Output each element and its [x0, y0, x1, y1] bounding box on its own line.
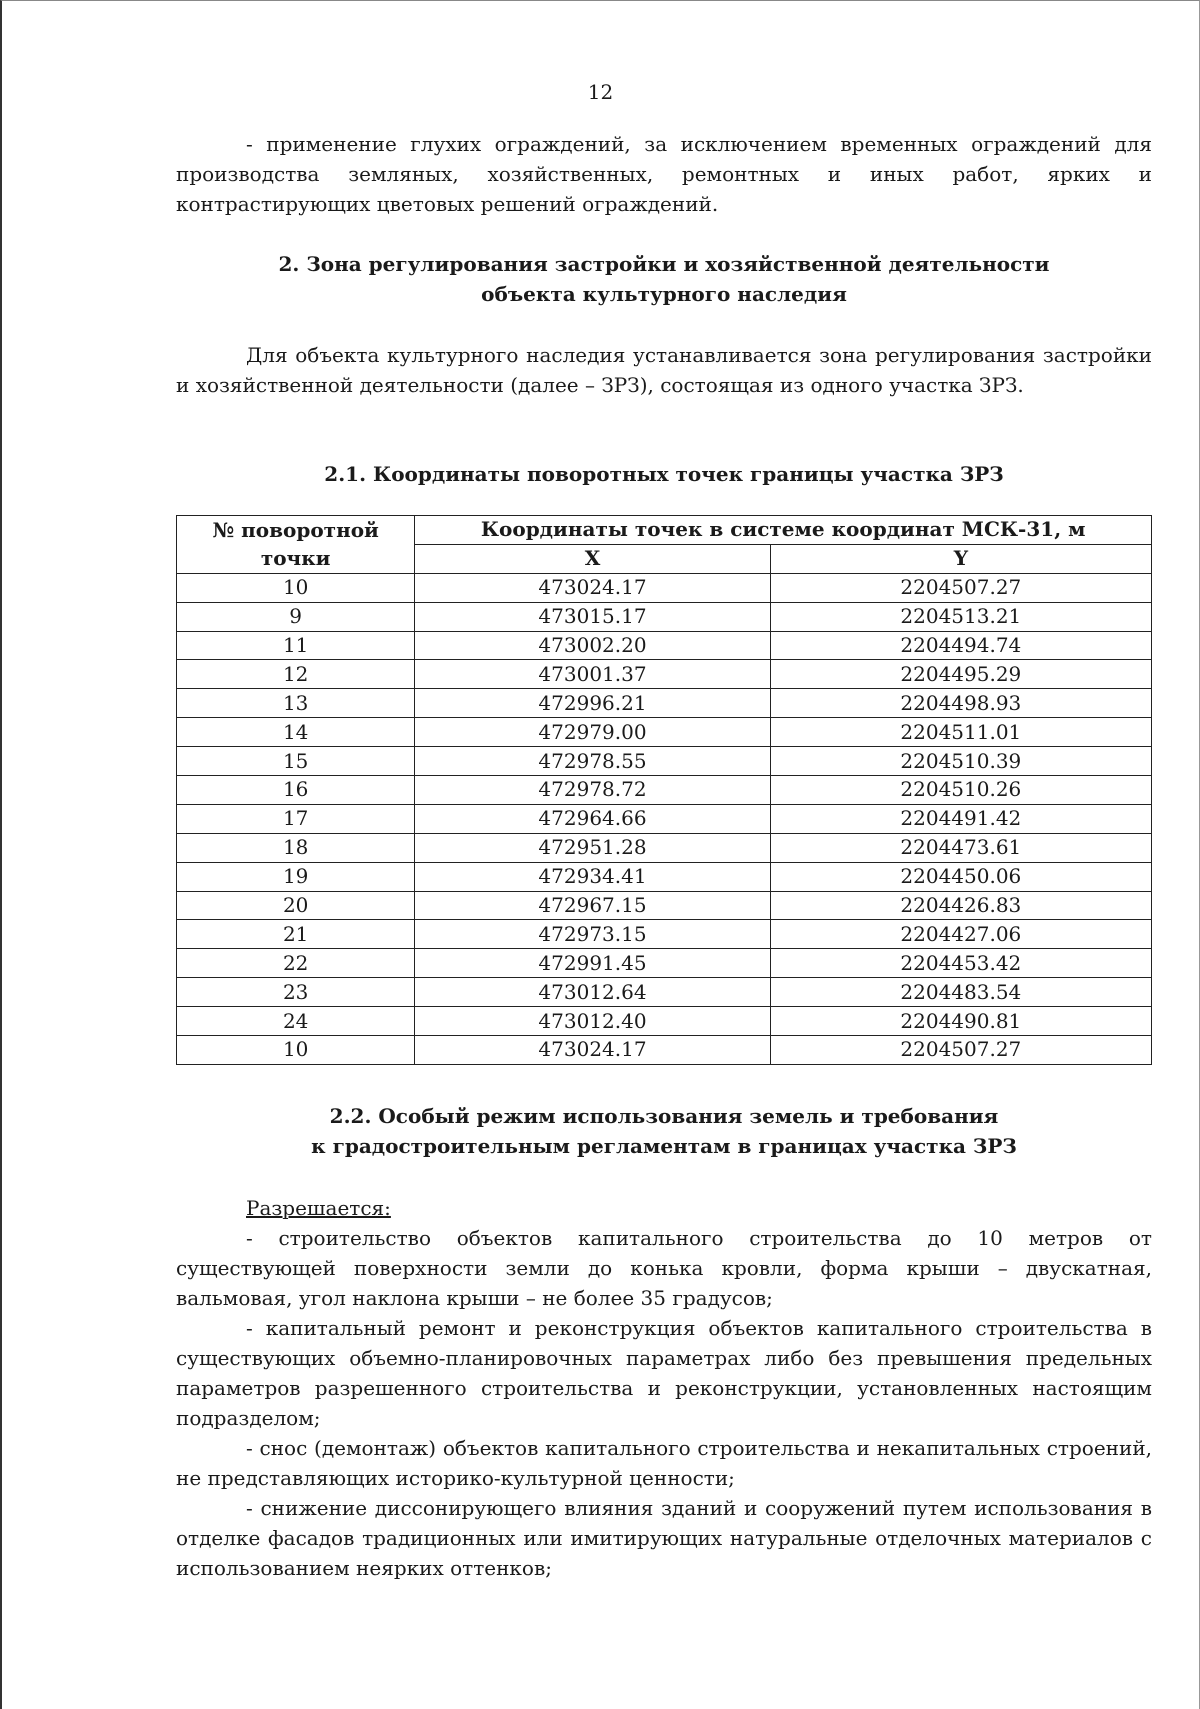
table-row	[177, 949, 1152, 978]
cell-y: 2204513.21	[770, 602, 1151, 631]
cell-y: 2204495.29	[770, 660, 1151, 689]
cell-x: 472978.72	[415, 776, 770, 805]
cell-y: 2204426.83	[770, 891, 1151, 920]
table-row	[177, 833, 1152, 862]
cell-x: 473002.20	[415, 631, 770, 660]
allowed-items-list	[176, 1223, 1152, 1583]
intro-paragraph: - применение глухих ограждений, за исключением временных ограждений для производства земляных, хозяйственных, ремонтных и иных работ, ярких и контрастирующих цветовых решений ограждений.	[176, 132, 1152, 216]
cell-point: 12	[177, 660, 415, 689]
cell-point: 9	[177, 602, 415, 631]
table-row	[177, 1036, 1152, 1065]
section21-heading: 2.1. Координаты поворотных точек границы участка ЗРЗ	[324, 462, 1004, 486]
cell-point: 24	[177, 1007, 415, 1036]
cell-x: 472979.00	[415, 718, 770, 747]
cell-point: 15	[177, 747, 415, 776]
cell-point: 14	[177, 718, 415, 747]
cell-x: 473001.37	[415, 660, 770, 689]
cell-point: 23	[177, 978, 415, 1007]
cell-x: 472996.21	[415, 689, 770, 718]
table-row	[177, 602, 1152, 631]
cell-y: 2204498.93	[770, 689, 1151, 718]
cell-y: 2204510.39	[770, 747, 1151, 776]
table-row	[177, 573, 1152, 602]
cell-y: 2204491.42	[770, 804, 1151, 833]
coordinates-table	[176, 515, 1152, 1065]
cell-x: 472934.41	[415, 862, 770, 891]
section2-heading	[176, 249, 1152, 309]
list-item: - строительство объектов капитального строительства до 10 метров от существующей поверхности земли до конька кровли, форма крыши – двускатная, вальмовая, угол наклона крыши – не более 35 градусов;	[176, 1226, 1152, 1310]
col-point-header: № поворотной точки	[177, 516, 415, 574]
table-row	[177, 978, 1152, 1007]
list-item: - снижение диссонирующего влияния зданий и сооружений путем использования в отделке фасадов традиционных или имитирующих натуральные отделочных материалов с использованием неярких оттенков;	[176, 1496, 1152, 1580]
cell-y: 2204483.54	[770, 978, 1151, 1007]
cell-y: 2204510.26	[770, 776, 1151, 805]
section2-paragraph: Для объекта культурного наследия устанавливается зона регулирования застройки и хозяйственной деятельности (далее – ЗРЗ), состоящая из одного участка ЗРЗ.	[176, 343, 1152, 397]
section2-heading-line2: объекта культурного наследия	[481, 282, 847, 306]
section22-heading-line1: 2.2. Особый режим использования земель и требования	[329, 1104, 999, 1128]
cell-y: 2204427.06	[770, 920, 1151, 949]
cell-point: 20	[177, 891, 415, 920]
list-item: - капитальный ремонт и реконструкция объектов капитального строительства в существующих объемно-планировочных параметрах либо без превышения предельных параметров разрешенного строительства и реконструкции, установленных настоящим подразделом;	[176, 1316, 1152, 1430]
cell-point: 19	[177, 862, 415, 891]
cell-y: 2204507.27	[770, 1036, 1151, 1065]
table-row	[177, 631, 1152, 660]
page-number: 12	[587, 80, 614, 104]
cell-x: 472951.28	[415, 833, 770, 862]
cell-point: 11	[177, 631, 415, 660]
table-row	[177, 689, 1152, 718]
cell-point: 16	[177, 776, 415, 805]
coordinates-table-wrapper	[176, 515, 1152, 1065]
cell-x: 472991.45	[415, 949, 770, 978]
table-row	[177, 920, 1152, 949]
table-row	[177, 660, 1152, 689]
cell-x: 473024.17	[415, 1036, 770, 1065]
coords-header: Координаты точек в системе координат МСК-31, м	[415, 516, 1152, 545]
list-item: - снос (демонтаж) объектов капитального строительства и некапитальных строений, не представляющих историко-культурной ценности;	[176, 1436, 1152, 1490]
table-row	[177, 891, 1152, 920]
cell-x: 473024.17	[415, 573, 770, 602]
cell-y: 2204511.01	[770, 718, 1151, 747]
x-header: X	[415, 544, 770, 573]
cell-point: 18	[177, 833, 415, 862]
table-row	[177, 747, 1152, 776]
cell-y: 2204473.61	[770, 833, 1151, 862]
y-header: Y	[770, 544, 1151, 573]
cell-y: 2204494.74	[770, 631, 1151, 660]
cell-x: 472978.55	[415, 747, 770, 776]
cell-x: 472973.15	[415, 920, 770, 949]
table-row	[177, 804, 1152, 833]
cell-y: 2204490.81	[770, 1007, 1151, 1036]
cell-x: 473012.40	[415, 1007, 770, 1036]
cell-point: 21	[177, 920, 415, 949]
cell-point: 13	[177, 689, 415, 718]
cell-point: 10	[177, 573, 415, 602]
cell-x: 473015.17	[415, 602, 770, 631]
table-row	[177, 776, 1152, 805]
table-row	[177, 718, 1152, 747]
cell-point: 10	[177, 1036, 415, 1065]
cell-x: 472964.66	[415, 804, 770, 833]
section22-body	[176, 1193, 1152, 1583]
table-row	[177, 862, 1152, 891]
cell-y: 2204450.06	[770, 862, 1151, 891]
coordinates-table-body	[177, 573, 1152, 1064]
cell-x: 472967.15	[415, 891, 770, 920]
cell-x: 473012.64	[415, 978, 770, 1007]
cell-y: 2204507.27	[770, 573, 1151, 602]
cell-point: 22	[177, 949, 415, 978]
table-row	[177, 1007, 1152, 1036]
section2-heading-line1: 2. Зона регулирования застройки и хозяйственной деятельности	[278, 252, 1050, 276]
cell-point: 17	[177, 804, 415, 833]
allowed-label-line	[176, 1193, 1152, 1223]
cell-y: 2204453.42	[770, 949, 1151, 978]
section22-heading-line2: к градостроительным регламентам в границах участка ЗРЗ	[311, 1134, 1017, 1158]
section22-heading	[176, 1101, 1152, 1161]
allowed-label: Разрешается:	[246, 1196, 391, 1220]
